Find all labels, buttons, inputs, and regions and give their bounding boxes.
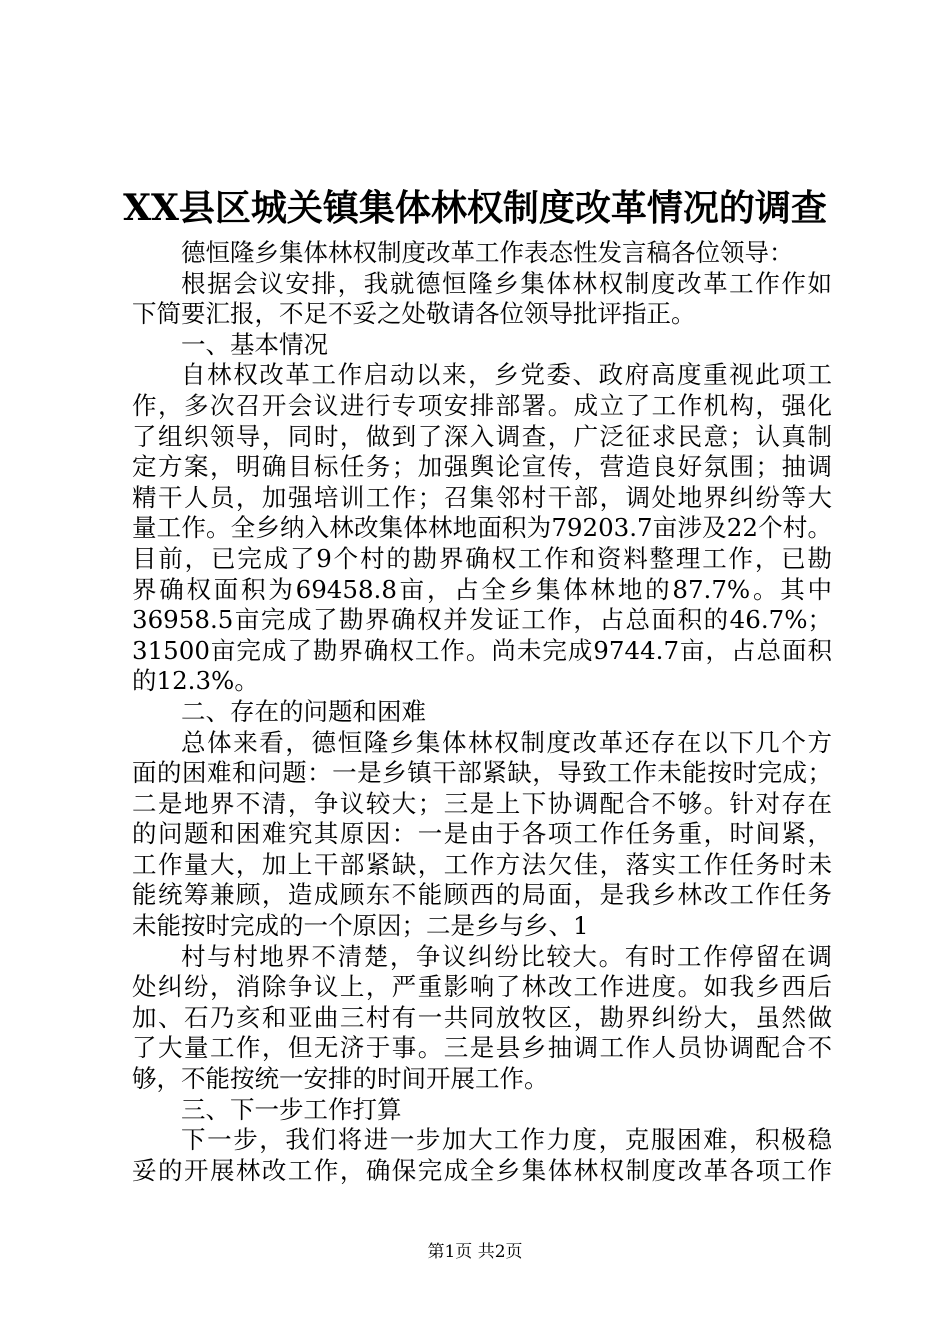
text-line: 工作量大，加上干部紧缺，工作方法欠佳，落实工作任务时未	[132, 849, 832, 879]
text-line: 界确权面积为69458.8亩，占全乡集体林地的87.7%。其中	[132, 574, 832, 604]
text-line: 处纠纷，消除争议上，严重影响了林改工作进度。如我乡西后	[132, 972, 832, 1002]
text-line: 了组织领导，同时，做到了深入调查，广泛征求民意；认真制	[132, 421, 832, 451]
text-line: 加、石乃亥和亚曲三村有一共同放牧区，勘界纠纷大，虽然做	[132, 1002, 832, 1032]
text-line: 量工作。全乡纳入林改集体林地面积为79203.7亩涉及22个村。	[132, 513, 832, 543]
text-line: 的12.3%。	[132, 666, 259, 696]
text-line: 未能按时完成的一个原因；二是乡与乡、1	[132, 911, 589, 941]
text-line: 定方案，明确目标任务；加强舆论宣传，营造良好氛围；抽调	[132, 452, 832, 482]
text-line: 德恒隆乡集体林权制度改革工作表态性发言稿各位领导：	[181, 238, 794, 267]
text-line: 二是地界不清，争议较大；三是上下协调配合不够。针对存在	[132, 788, 832, 818]
document-title: XX县区城关镇集体林权制度改革情况的调查	[123, 187, 827, 229]
text-line: 妥的开展林改工作，确保完成全乡集体林权制度改革各项工作	[132, 1155, 832, 1185]
text-line: 的问题和困难究其原因：一是由于各项工作任务重，时间紧，	[132, 819, 832, 849]
text-line: 村与村地界不清楚，争议纠纷比较大。有时工作停留在调	[181, 941, 832, 971]
page-footer: 第1页 共2页	[427, 1242, 523, 1262]
text-line: 根据会议安排，我就德恒隆乡集体林权制度改革工作作如	[181, 268, 832, 298]
text-line: 下一步，我们将进一步加大工作力度，克服困难，积极稳	[181, 1125, 832, 1155]
text-line: 二、存在的问题和困难	[181, 696, 426, 726]
text-line: 自林权改革工作启动以来，乡党委、政府高度重视此项工	[181, 360, 832, 390]
text-line: 36958.5亩完成了勘界确权并发证工作，占总面积的46.7%；	[132, 605, 832, 635]
text-line: 了大量工作，但无济于事。三是县乡抽调工作人员协调配合不	[132, 1033, 832, 1063]
text-line: 精干人员，加强培训工作；召集邻村干部，调处地界纠纷等大	[132, 482, 832, 512]
document-body	[132, 238, 832, 1186]
text-line: 总体来看，德恒隆乡集体林权制度改革还存在以下几个方	[181, 727, 832, 757]
text-line: 三、下一步工作打算	[181, 1094, 402, 1124]
text-line: 作，多次召开会议进行专项安排部署。成立了工作机构，强化	[132, 390, 832, 420]
text-line: 够，不能按统一安排的时间开展工作。	[132, 1064, 549, 1094]
text-line: 能统筹兼顾，造成顾东不能顾西的局面，是我乡林改工作任务	[132, 880, 832, 910]
text-line: 目前，已完成了9个村的勘界确权工作和资料整理工作，已勘	[132, 543, 832, 573]
text-line: 31500亩完成了勘界确权工作。尚未完成9744.7亩，占总面积	[132, 635, 832, 665]
text-line: 一、基本情况	[181, 329, 328, 359]
text-line: 下简要汇报，不足不妥之处敬请各位领导批评指正。	[132, 299, 696, 329]
text-line: 面的困难和问题：一是乡镇干部紧缺，导致工作未能按时完成；	[132, 758, 832, 788]
